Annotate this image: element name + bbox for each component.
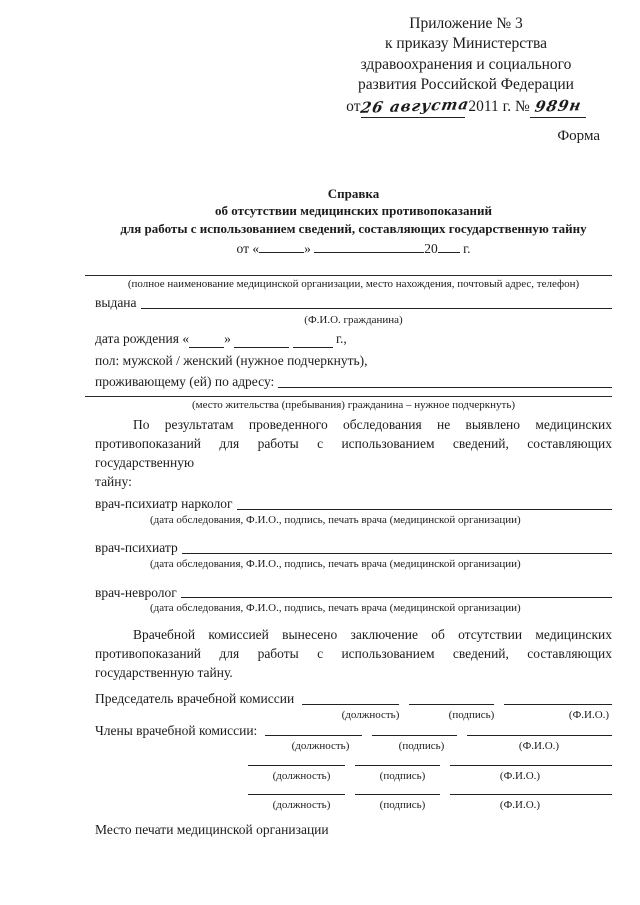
certificate-date-line	[95, 240, 612, 258]
birth-year-blank	[293, 335, 333, 348]
handwritten-number: 989н	[533, 96, 583, 116]
order-from-label: от	[346, 97, 361, 115]
sex-label: пол: мужской / женский (нужное подчеркнуть),	[95, 352, 368, 368]
doctor-row-psychiatrist	[95, 539, 612, 557]
signature-fill-line	[355, 794, 440, 795]
day-blank	[259, 240, 304, 253]
doctor-label: врач-невролог	[95, 584, 177, 600]
citizen-name-caption: (Ф.И.О. гражданина)	[304, 313, 403, 326]
doctor-label: врач-психиатр	[95, 540, 178, 556]
issued-fill-line	[141, 308, 612, 309]
seal-place-note: Место печати медицинской организации	[95, 821, 329, 837]
doctor-fill-line	[181, 597, 612, 598]
signature-captions-row	[267, 740, 612, 753]
birth-close-quote: »	[224, 331, 231, 347]
results-line: тайну:	[95, 474, 132, 490]
appendix-header	[320, 14, 612, 118]
issued-to-row	[95, 294, 612, 312]
signature-caption: (подпись)	[398, 740, 445, 753]
name-fill-line	[450, 765, 612, 766]
chairman-label: Председатель врачебной комиссии	[95, 691, 295, 707]
residence-caption: (место жительства (пребывания) гражданина – нужное подчеркнуть)	[191, 399, 516, 412]
doctor-row-neurologist	[95, 584, 612, 602]
position-fill-line	[248, 794, 345, 795]
address-fill-line	[278, 387, 612, 388]
document-title	[95, 185, 612, 257]
address-row	[95, 373, 612, 391]
appendix-line: развития Российской Федерации	[358, 76, 574, 94]
position-fill-line	[265, 735, 362, 736]
date-prefix: от «	[236, 240, 260, 256]
handwritten-date: 26 августа	[358, 94, 471, 117]
members-label: Члены врачебной комиссии:	[95, 722, 258, 738]
birth-date-label: дата рождения «	[95, 331, 190, 347]
results-line: противопоказаний для работы с использованием сведений, составляющих государственную	[95, 435, 612, 470]
birth-month-blank	[234, 335, 289, 348]
signature-captions-row	[248, 770, 612, 783]
month-blank	[314, 240, 424, 253]
position-caption: (должность)	[291, 740, 350, 753]
commission-line: противопоказаний для работы с использованием сведений, составляющих	[95, 646, 612, 661]
signature-caption: (подпись)	[379, 799, 426, 812]
commission-line: Врачебной комиссией вынесено заключение об отсутствии медицинских	[133, 626, 612, 642]
title-line: Справка	[327, 186, 380, 202]
order-number-blank	[530, 97, 586, 118]
members-signature-row	[95, 722, 612, 740]
name-caption: (Ф.И.О.)	[518, 740, 560, 753]
signature-fill-line	[355, 765, 440, 766]
chairman-signature-row	[95, 690, 612, 708]
date-suffix: г.	[463, 240, 471, 256]
issued-label: выдана	[95, 295, 137, 311]
appendix-line: Приложение № 3	[409, 15, 523, 32]
commission-paragraph	[95, 625, 612, 682]
doctor-row-psychiatrist-narcologist	[95, 495, 612, 513]
order-year-label: 2011 г. №	[468, 97, 530, 115]
organization-fill-line	[85, 270, 612, 276]
doctor-caption: (дата обследования, Ф.И.О., подпись, печать врача (медицинской организации)	[150, 602, 521, 615]
year-prefix: 20	[424, 240, 438, 256]
position-fill-line	[248, 765, 345, 766]
signature-fill-line	[409, 704, 494, 705]
member-signature-row	[248, 794, 612, 798]
signature-captions-row	[317, 709, 612, 722]
organization-caption: (полное наименование медицинской организации, место нахождения, почтовый адрес, телефон)	[127, 277, 580, 290]
order-date-blank	[358, 94, 471, 118]
birth-suffix: г.,	[335, 331, 347, 347]
position-caption: (должность)	[272, 769, 331, 782]
name-fill-line	[467, 735, 612, 736]
appendix-line: к приказу Министерства	[385, 35, 547, 53]
name-caption: (Ф.И.О.)	[568, 708, 610, 721]
name-caption: (Ф.И.О.)	[499, 799, 541, 812]
birth-day-blank	[189, 335, 224, 348]
position-caption: (должность)	[341, 708, 400, 721]
appendix-line: здравоохранения и социального	[360, 55, 572, 73]
name-caption: (Ф.И.О.)	[499, 769, 541, 782]
year-blank	[438, 240, 460, 253]
sex-row	[95, 352, 612, 370]
date-close-quote: »	[304, 240, 311, 256]
signature-caption: (подпись)	[379, 769, 426, 782]
name-fill-line	[450, 794, 612, 795]
member-signature-row	[248, 765, 612, 769]
doctor-fill-line	[237, 509, 612, 510]
title-line: для работы с использованием сведений, составляющих государственную тайну	[120, 220, 587, 236]
title-line: об отсутствии медицинских противопоказаний	[215, 203, 492, 219]
doctor-label: врач-психиатр нарколог	[95, 496, 233, 512]
commission-line: государственную тайну.	[95, 665, 233, 681]
position-caption: (должность)	[272, 799, 331, 812]
order-date-line	[320, 94, 612, 118]
doctor-caption: (дата обследования, Ф.И.О., подпись, печать врача (медицинской организации)	[150, 513, 521, 526]
address-label: проживающему (ей) по адресу:	[95, 374, 275, 390]
name-fill-line	[504, 704, 612, 705]
doctor-fill-line	[182, 553, 612, 554]
position-fill-line	[302, 704, 399, 705]
form-label: Форма	[557, 128, 600, 145]
doctor-caption: (дата обследования, Ф.И.О., подпись, печать врача (медицинской организации)	[150, 558, 521, 571]
signature-captions-row	[248, 799, 612, 812]
signature-caption: (подпись)	[448, 708, 495, 721]
results-paragraph	[95, 415, 612, 492]
signature-fill-line	[372, 735, 457, 736]
results-line: По результатам проведенного обследования не выявлено медицинских	[133, 416, 612, 432]
birth-date-row	[95, 330, 612, 348]
residence-fill-line	[85, 391, 612, 397]
